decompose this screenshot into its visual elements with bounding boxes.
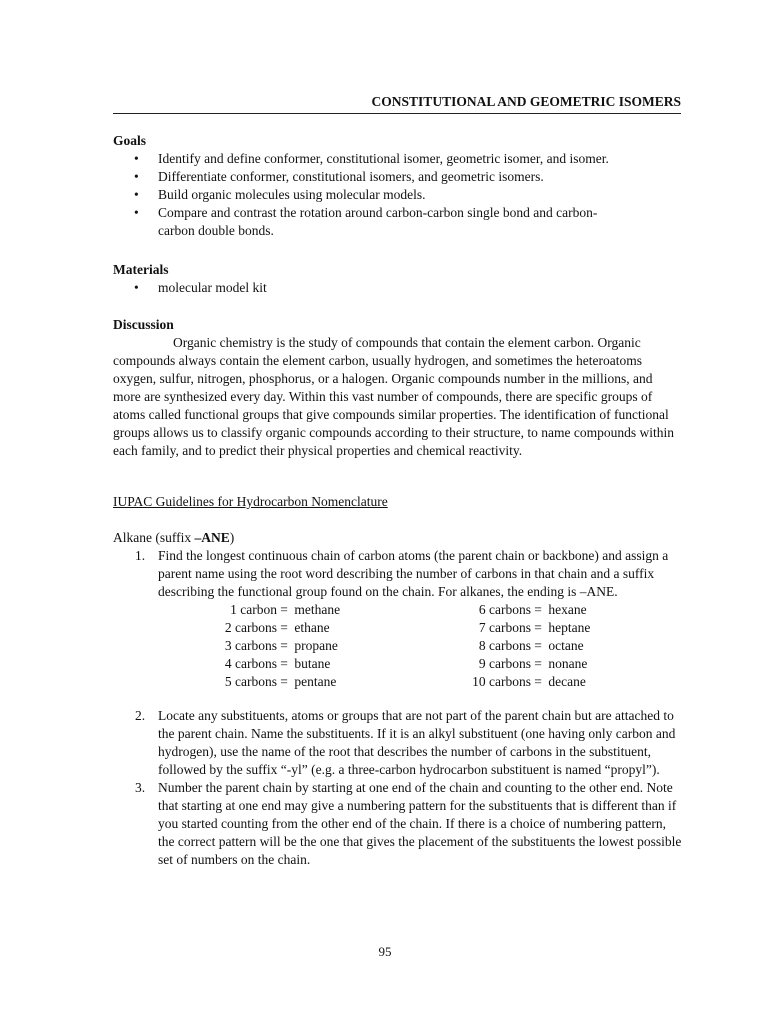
step-3	[113, 779, 683, 869]
carbon-table-right	[433, 601, 590, 691]
iupac-section	[113, 493, 683, 511]
step-number: 2.	[135, 708, 146, 723]
iupac-heading: IUPAC Guidelines for Hydrocarbon Nomenclature	[113, 494, 388, 509]
materials-heading: Materials	[113, 262, 169, 277]
step-number: 1.	[135, 548, 146, 563]
carbon-row: 7 carbons = heptane	[478, 620, 591, 635]
goal-item: • Build organic molecules using molecular models.	[113, 186, 683, 204]
carbon-row: 1 carbon = methane	[230, 602, 341, 617]
carbon-name-table	[158, 601, 683, 693]
goal-item: • Identify and define conformer, constitutional isomer, geometric isomer, and isomer.	[113, 150, 683, 168]
goals-list	[113, 150, 683, 240]
materials-section	[113, 261, 683, 297]
materials-list	[113, 279, 683, 297]
page-title: CONSTITUTIONAL AND GEOMETRIC ISOMERS	[113, 94, 681, 114]
page-number: 95	[378, 944, 392, 959]
discussion-heading: Discussion	[113, 317, 174, 332]
alkane-label-close: )	[229, 530, 235, 545]
carbon-row: 3 carbons = propane	[224, 638, 338, 653]
discussion-paragraph	[113, 334, 683, 460]
carbon-table-left	[203, 601, 340, 691]
carbon-row: 6 carbons = hexane	[478, 602, 587, 617]
step-2	[113, 707, 683, 779]
alkane-label	[113, 529, 683, 547]
goals-heading: Goals	[113, 133, 147, 148]
alkane-steps	[113, 547, 683, 869]
goals-section	[113, 132, 683, 240]
carbon-row: 8 carbons = octane	[478, 638, 584, 653]
step-text: Find the longest continuous chain of carbon atoms (the parent chain or backbone) and assign a parent name using the root word describing the number of carbons in that chain and a suffix describing the functional group found on the chain. For alkanes, the ending is –ANE.	[158, 548, 669, 599]
alkane-section	[113, 529, 683, 869]
alkane-suffix: –ANE	[194, 530, 230, 545]
discussion-section	[113, 316, 683, 460]
goal-item: • Differentiate conformer, constitutional isomers, and geometric isomers.	[113, 168, 683, 186]
carbon-row: 4 carbons = butane	[224, 656, 331, 671]
carbon-row: 2 carbons = ethane	[224, 620, 330, 635]
step-number: 3.	[135, 780, 146, 795]
step-1	[113, 547, 683, 693]
discussion-text: Organic chemistry is the study of compounds that contain the element carbon. Organic compounds always contain the element carbon, usually hydrogen, and sometimes the heteroatoms oxygen, sulfur, nitrogen, phosphorus, or a halogen. Organic compounds number in the millions, and more are synthesized every day. Within this vast number of compounds, there are specific groups of atoms called functional groups that give compounds similar properties. The identification of functional groups allows us to classify organic compounds according to their structure, to name compounds within each family, and to predict their physical properties and chemical reactivity.	[113, 335, 675, 458]
step-text: Locate any substituents, atoms or groups that are not part of the parent chain but are attached to the parent chain. Name the substituents. If it is an alkyl substituent (one having only carbon and hydrogen), use the name of the root that describes the number of carbons in the substituent, followed by the suffix “-yl” (e.g. a three-carbon hydrocarbon substituent is named “propyl”).	[158, 708, 676, 777]
carbon-row: 5 carbons = pentane	[224, 674, 337, 689]
carbon-row: 10 carbons = decane	[472, 674, 586, 689]
goal-item: • Compare and contrast the rotation around carbon-carbon single bond and carbon-carbon double bonds.	[113, 204, 683, 240]
step-text: Number the parent chain by starting at one end of the chain and counting to the other end. Note that starting at one end may give a numbering pattern for the substituents that is different than if you started counting from the other end of the chain. If there is a choice of numbering pattern, the correct pattern will be the one that gives the placement of the substituents the lowest possible set of numbers on the chain.	[158, 780, 682, 867]
material-item: • molecular model kit	[113, 279, 683, 297]
carbon-row: 9 carbons = nonane	[478, 656, 588, 671]
alkane-label-prefix: Alkane (suffix	[113, 530, 195, 545]
